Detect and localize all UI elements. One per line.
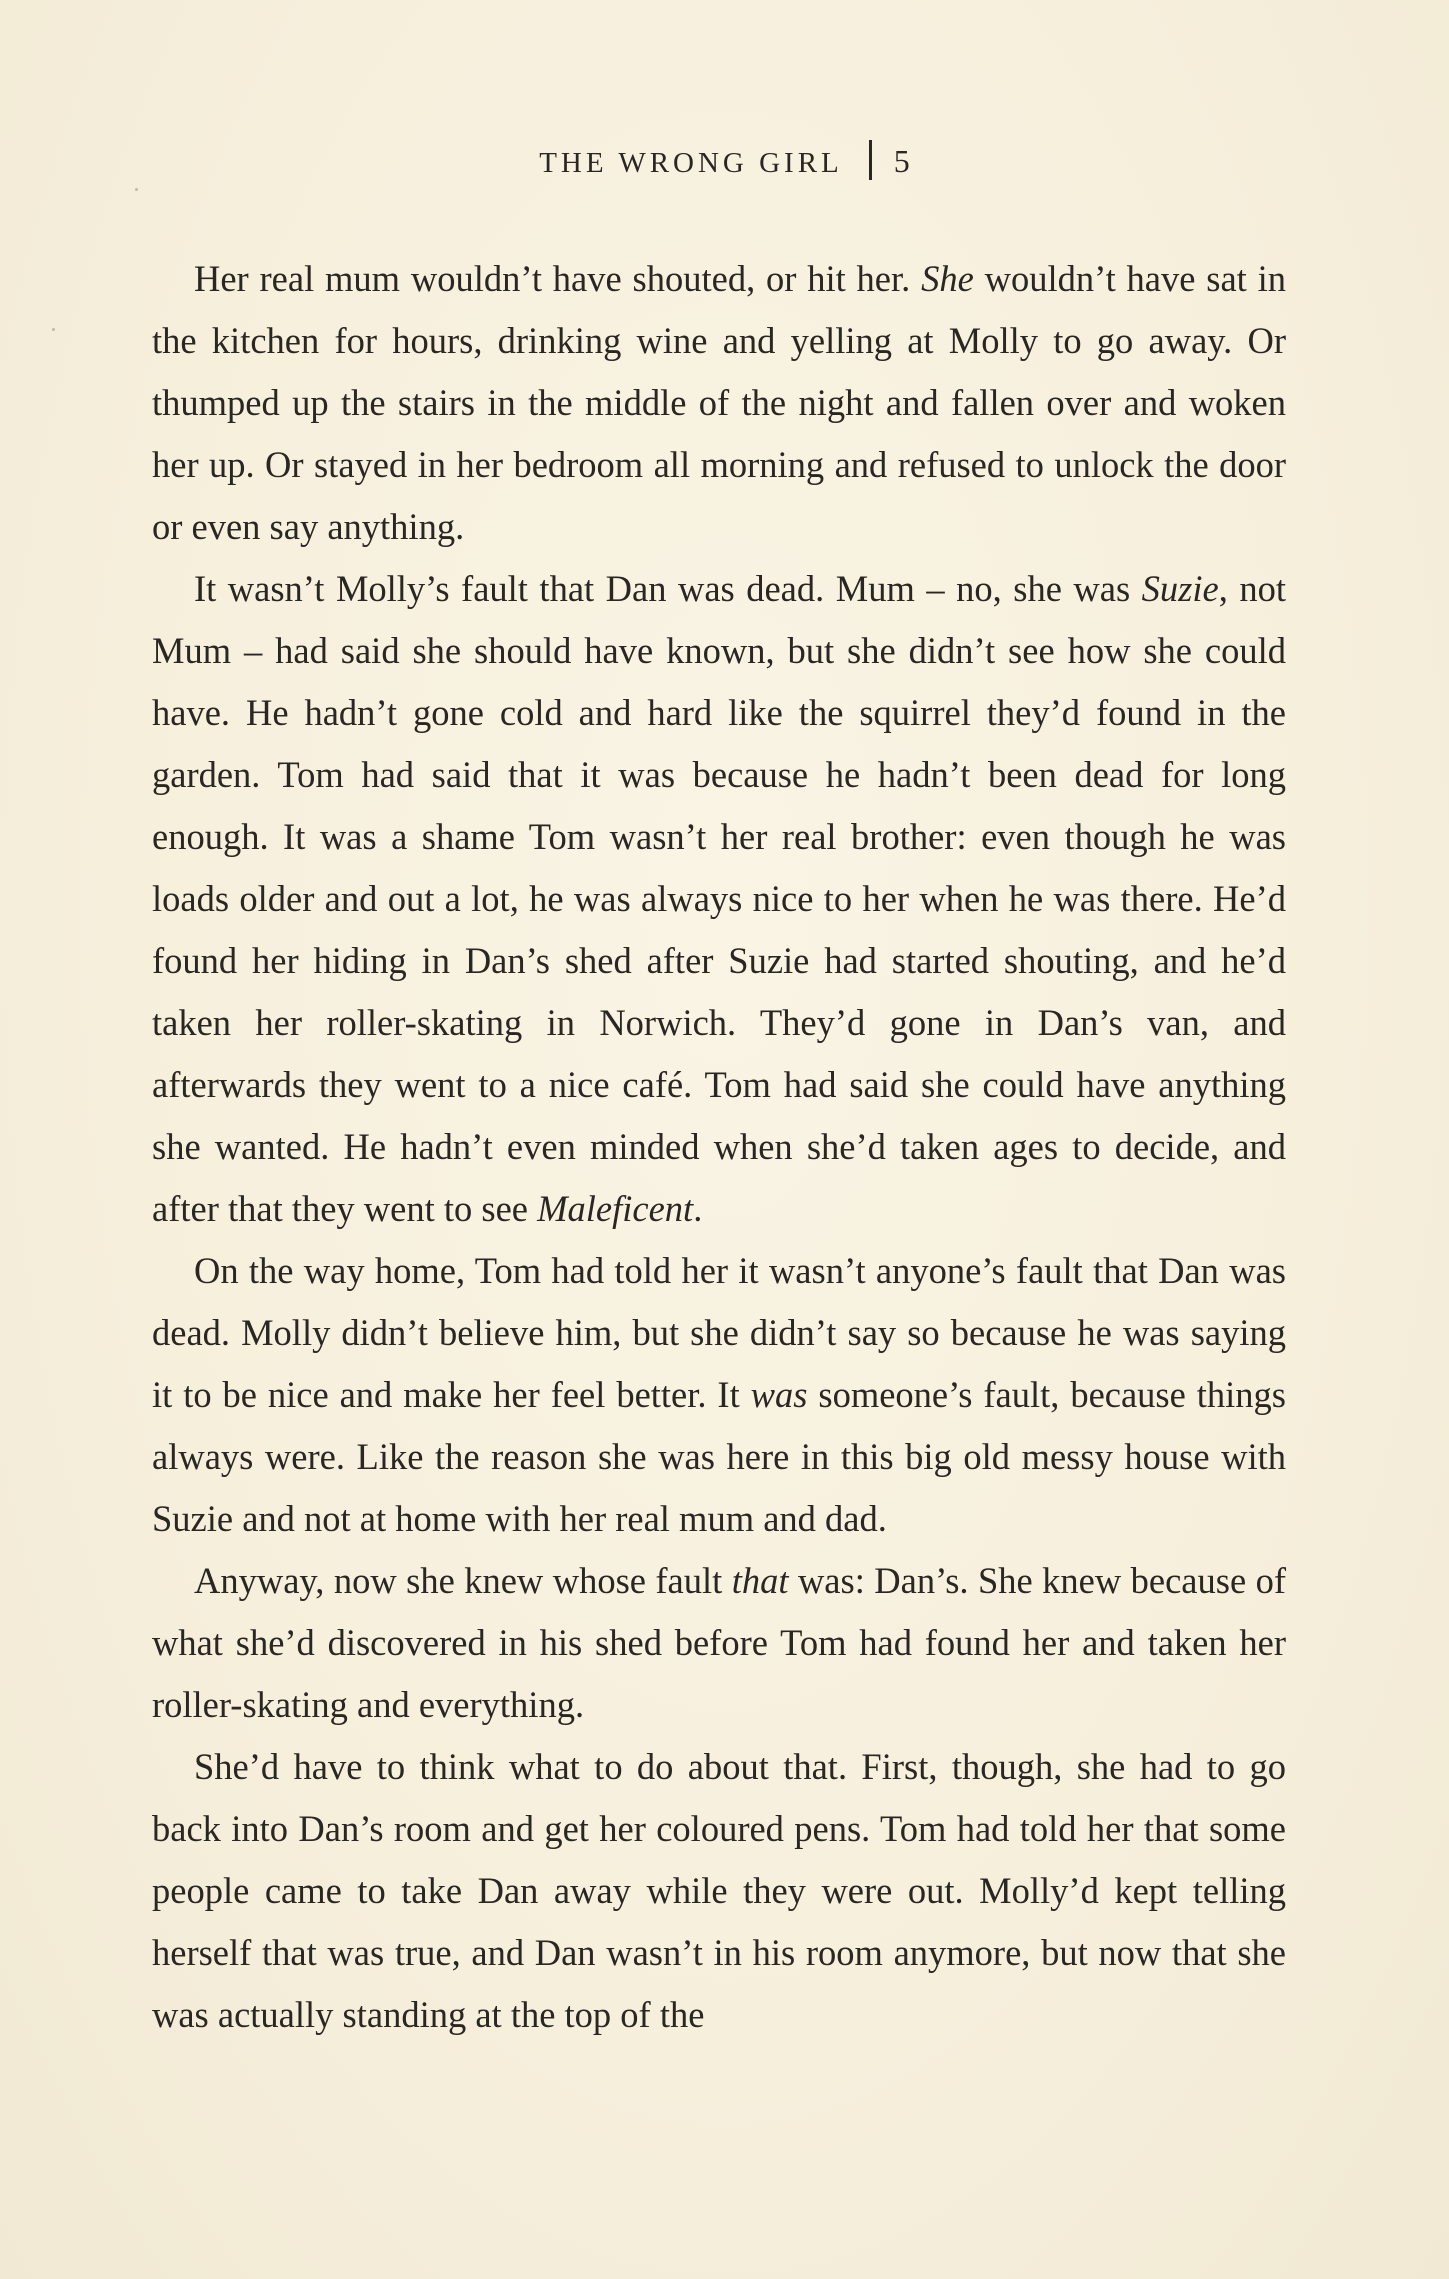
paragraph	[152, 1240, 1286, 1550]
text-run: It wasn’t Molly’s fault that Dan was dead. Mum – no, she was	[194, 568, 1142, 609]
header-separator	[869, 140, 872, 180]
text-run: was: Dan’s. She knew because of what she’d discovered in his shed before Tom had found her and taken her roller-skating and everything.	[152, 1560, 1286, 1725]
book-title: THE WRONG GIRL	[539, 147, 843, 179]
body-text	[152, 248, 1286, 2046]
paper-speck	[52, 328, 55, 331]
italic-text-run: Maleficent	[537, 1188, 694, 1229]
paragraph	[152, 558, 1286, 1240]
text-run: .	[693, 1188, 703, 1229]
paragraph	[152, 248, 1286, 558]
paragraph	[152, 1736, 1286, 2046]
text-run: Anyway, now she knew whose fault	[194, 1560, 732, 1601]
page-number: 5	[893, 143, 910, 179]
paragraph	[152, 1550, 1286, 1736]
text-run: , not Mum – had said she should have known, but she didn’t see how she could have. He hadn’t gone cold and hard like the squirrel they’d found in the garden. Tom had said that it was because he hadn’t been dead for long enough. It was a shame Tom wasn’t her real brother: even though he was loads older and out a lot, he was always nice to her when he was there. He’d found her hiding in Dan’s shed after Suzie had started shouting, and he’d taken her roller-skating in Norwich. They’d gone in Dan’s van, and afterwards they went to a nice café. Tom had said she could have anything she wanted. He hadn’t even minded when she’d taken ages to decide, and after that they went to see	[152, 568, 1286, 1229]
text-run: wouldn’t have sat in the kitchen for hours, drinking wine and yelling at Molly to go away. Or thumped up the stairs in the middle of the night and fallen over and woken her up. Or stayed in her bedroom all morning and refused to unlock the door or even say anything.	[152, 258, 1286, 547]
text-run: She’d have to think what to do about that. First, though, she had to go back into Dan’s room and get her coloured pens. Tom had told her that some people came to take Dan away while they were out. Molly’d kept telling herself that was true, and Dan wasn’t in his room anymore, but now that she was actually standing at the top of the	[152, 1746, 1286, 2035]
italic-text-run: was	[750, 1374, 808, 1415]
italic-text-run: that	[731, 1560, 789, 1601]
text-run: On the way home, Tom had told her it wasn’t anyone’s fault that Dan was dead. Molly didn’t believe him, but she didn’t say so because he was saying it to be nice and make her feel better. It	[152, 1250, 1286, 1415]
italic-text-run: She	[921, 258, 974, 299]
text-run: someone’s fault, because things always were. Like the reason she was here in this big old messy house with Suzie and not at home with her real mum and dad.	[152, 1374, 1286, 1539]
italic-text-run: Suzie	[1141, 568, 1219, 609]
running-header	[0, 140, 1449, 180]
text-run: Her real mum wouldn’t have shouted, or hit her.	[194, 258, 922, 299]
paper-speck	[135, 188, 138, 191]
